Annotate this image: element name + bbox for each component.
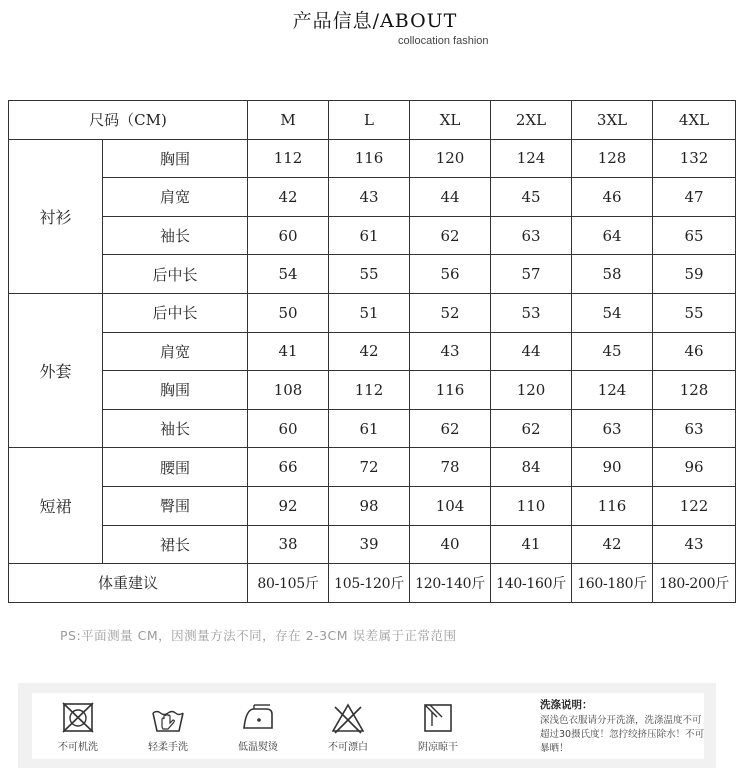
measure-label: 胸围 bbox=[103, 139, 248, 178]
value-cell: 124 bbox=[572, 371, 653, 410]
value-cell: 63 bbox=[572, 409, 653, 448]
value-cell: 44 bbox=[491, 332, 572, 371]
table-row bbox=[9, 139, 736, 178]
measure-label: 袖长 bbox=[103, 409, 248, 448]
weight-cell: 105-120斤 bbox=[329, 564, 410, 603]
page-subtitle: collocation fashion bbox=[398, 35, 489, 47]
measure-label: 裙长 bbox=[103, 525, 248, 564]
weight-row bbox=[9, 564, 736, 603]
value-cell: 54 bbox=[572, 293, 653, 332]
low-temp-iron-icon bbox=[240, 701, 276, 735]
value-cell: 108 bbox=[248, 371, 329, 410]
value-cell: 38 bbox=[248, 525, 329, 564]
value-cell: 47 bbox=[653, 178, 736, 217]
value-cell: 61 bbox=[329, 409, 410, 448]
value-cell: 60 bbox=[248, 409, 329, 448]
value-cell: 120 bbox=[410, 139, 491, 178]
value-cell: 124 bbox=[491, 139, 572, 178]
care-box bbox=[32, 693, 704, 759]
care-label: 轻柔手洗 bbox=[148, 742, 188, 753]
care-item bbox=[38, 701, 118, 753]
care-item bbox=[128, 701, 208, 753]
table-row bbox=[9, 332, 736, 371]
value-cell: 60 bbox=[248, 216, 329, 255]
value-cell: 44 bbox=[410, 178, 491, 217]
size-header-cell: 2XL bbox=[491, 101, 572, 140]
table-row bbox=[9, 216, 736, 255]
measure-label: 臀围 bbox=[103, 486, 248, 525]
category-cell: 外套 bbox=[9, 293, 103, 447]
value-cell: 116 bbox=[410, 371, 491, 410]
value-cell: 112 bbox=[329, 371, 410, 410]
table-row bbox=[9, 486, 736, 525]
care-instructions-text: 深浅色衣服请分开洗涤，洗涤温度不可超过30摄氏度！忽拧绞挤压除水！不可暴晒！ bbox=[540, 715, 705, 754]
value-cell: 66 bbox=[248, 448, 329, 487]
no-machine-wash-icon bbox=[60, 701, 96, 735]
weight-cell: 160-180斤 bbox=[572, 564, 653, 603]
value-cell: 57 bbox=[491, 255, 572, 294]
value-cell: 56 bbox=[410, 255, 491, 294]
measure-label: 腰围 bbox=[103, 448, 248, 487]
value-cell: 122 bbox=[653, 486, 736, 525]
size-table bbox=[8, 100, 736, 603]
gentle-hand-wash-icon bbox=[150, 701, 186, 735]
value-cell: 62 bbox=[410, 409, 491, 448]
measure-label: 袖长 bbox=[103, 216, 248, 255]
size-header-cell: M bbox=[248, 101, 329, 140]
value-cell: 55 bbox=[653, 293, 736, 332]
value-cell: 55 bbox=[329, 255, 410, 294]
care-item bbox=[308, 701, 388, 753]
value-cell: 54 bbox=[248, 255, 329, 294]
value-cell: 128 bbox=[653, 371, 736, 410]
measure-label: 肩宽 bbox=[103, 178, 248, 217]
measure-label: 后中长 bbox=[103, 293, 248, 332]
value-cell: 120 bbox=[491, 371, 572, 410]
value-cell: 42 bbox=[572, 525, 653, 564]
care-label: 阴凉晾干 bbox=[418, 742, 458, 753]
value-cell: 39 bbox=[329, 525, 410, 564]
table-row bbox=[9, 409, 736, 448]
value-cell: 64 bbox=[572, 216, 653, 255]
care-item bbox=[398, 701, 478, 753]
care-label: 不可漂白 bbox=[328, 742, 368, 753]
value-cell: 62 bbox=[491, 409, 572, 448]
value-cell: 46 bbox=[572, 178, 653, 217]
table-row bbox=[9, 293, 736, 332]
shade-dry-icon bbox=[420, 701, 456, 735]
measurement-note: PS:平面测量 CM，因测量方法不同，存在 2-3CM 误差属于正常范围 bbox=[60, 628, 457, 643]
table-row bbox=[9, 448, 736, 487]
size-header-cell: 3XL bbox=[572, 101, 653, 140]
value-cell: 50 bbox=[248, 293, 329, 332]
value-cell: 40 bbox=[410, 525, 491, 564]
value-cell: 42 bbox=[329, 332, 410, 371]
care-label: 不可机洗 bbox=[58, 742, 98, 753]
weight-cell: 120-140斤 bbox=[410, 564, 491, 603]
table-row bbox=[9, 371, 736, 410]
value-cell: 96 bbox=[653, 448, 736, 487]
value-cell: 63 bbox=[653, 409, 736, 448]
measure-label: 后中长 bbox=[103, 255, 248, 294]
value-cell: 63 bbox=[491, 216, 572, 255]
value-cell: 41 bbox=[248, 332, 329, 371]
value-cell: 43 bbox=[410, 332, 491, 371]
value-cell: 116 bbox=[572, 486, 653, 525]
weight-label: 体重建议 bbox=[9, 564, 248, 603]
weight-cell: 140-160斤 bbox=[491, 564, 572, 603]
table-row bbox=[9, 255, 736, 294]
value-cell: 61 bbox=[329, 216, 410, 255]
value-cell: 53 bbox=[491, 293, 572, 332]
size-header-row bbox=[9, 101, 736, 140]
weight-cell: 80-105斤 bbox=[248, 564, 329, 603]
measure-label: 胸围 bbox=[103, 371, 248, 410]
value-cell: 110 bbox=[491, 486, 572, 525]
size-header-cell: 4XL bbox=[653, 101, 736, 140]
value-cell: 43 bbox=[653, 525, 736, 564]
category-cell: 衬衫 bbox=[9, 139, 103, 293]
value-cell: 45 bbox=[572, 332, 653, 371]
value-cell: 104 bbox=[410, 486, 491, 525]
value-cell: 84 bbox=[491, 448, 572, 487]
care-label: 低温熨烫 bbox=[238, 742, 278, 753]
value-cell: 59 bbox=[653, 255, 736, 294]
care-instructions bbox=[540, 697, 708, 756]
care-instructions-title: 洗涤说明： bbox=[540, 699, 593, 711]
measure-label: 肩宽 bbox=[103, 332, 248, 371]
care-panel bbox=[18, 683, 716, 768]
value-cell: 128 bbox=[572, 139, 653, 178]
value-cell: 78 bbox=[410, 448, 491, 487]
table-row bbox=[9, 178, 736, 217]
no-bleach-icon bbox=[330, 701, 366, 735]
care-item bbox=[218, 701, 298, 753]
category-cell: 短裙 bbox=[9, 448, 103, 564]
value-cell: 112 bbox=[248, 139, 329, 178]
value-cell: 62 bbox=[410, 216, 491, 255]
size-header-cell: L bbox=[329, 101, 410, 140]
value-cell: 51 bbox=[329, 293, 410, 332]
size-header-cell: XL bbox=[410, 101, 491, 140]
value-cell: 98 bbox=[329, 486, 410, 525]
value-cell: 92 bbox=[248, 486, 329, 525]
value-cell: 43 bbox=[329, 178, 410, 217]
weight-cell: 180-200斤 bbox=[653, 564, 736, 603]
value-cell: 72 bbox=[329, 448, 410, 487]
page-title: 产品信息/ABOUT bbox=[292, 10, 458, 32]
value-cell: 46 bbox=[653, 332, 736, 371]
value-cell: 116 bbox=[329, 139, 410, 178]
value-cell: 132 bbox=[653, 139, 736, 178]
value-cell: 45 bbox=[491, 178, 572, 217]
value-cell: 65 bbox=[653, 216, 736, 255]
table-row bbox=[9, 525, 736, 564]
value-cell: 58 bbox=[572, 255, 653, 294]
value-cell: 90 bbox=[572, 448, 653, 487]
value-cell: 42 bbox=[248, 178, 329, 217]
size-header-label: 尺码（CM) bbox=[9, 101, 248, 140]
value-cell: 52 bbox=[410, 293, 491, 332]
value-cell: 41 bbox=[491, 525, 572, 564]
